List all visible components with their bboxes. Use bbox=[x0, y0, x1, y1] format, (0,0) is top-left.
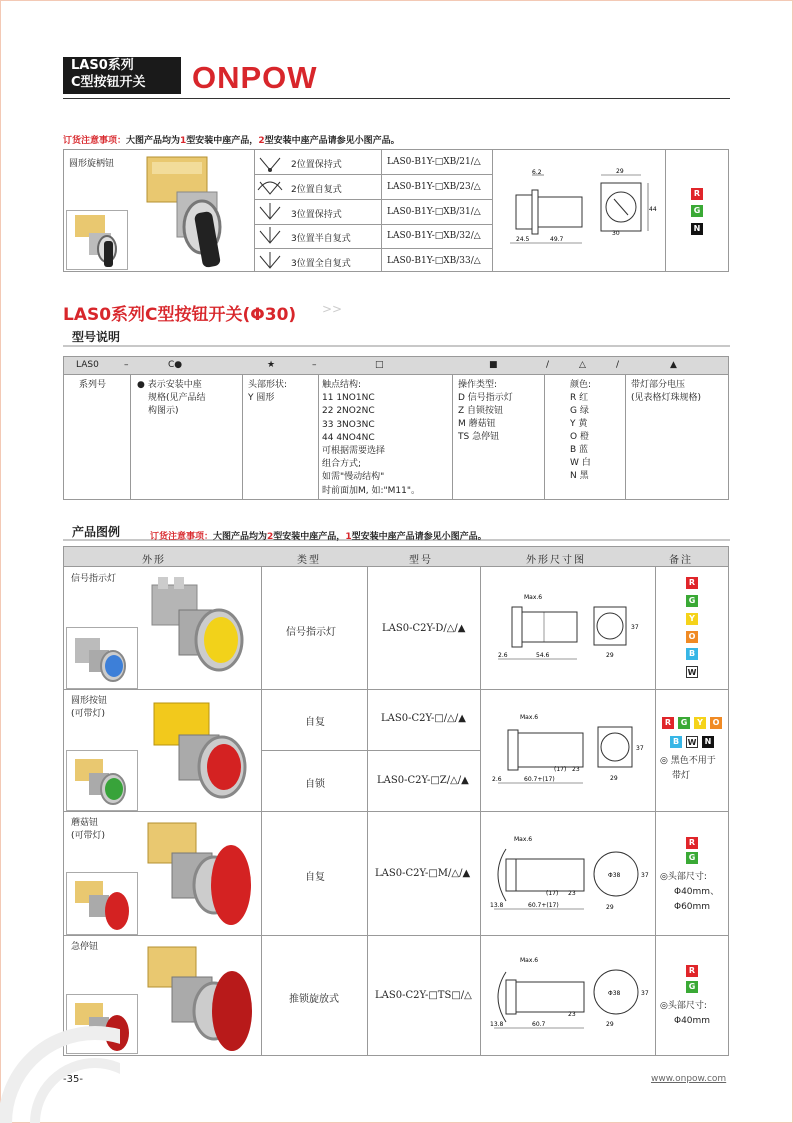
dim-label: 23 bbox=[572, 766, 580, 773]
dim-label: Max.6 bbox=[520, 714, 539, 721]
divider bbox=[492, 150, 493, 271]
order-note-num: 2 bbox=[267, 532, 274, 542]
code-part: LAS0 bbox=[76, 360, 99, 370]
cell-line: Z 自锁按钮 bbox=[458, 406, 504, 416]
cell-line: ● 表示安装中座 bbox=[137, 380, 202, 390]
divider bbox=[64, 689, 728, 690]
dim-label: 29 bbox=[610, 775, 618, 782]
divider bbox=[452, 375, 453, 499]
code-part: / bbox=[546, 360, 550, 370]
type-label: 自锁 bbox=[305, 779, 325, 790]
cell-line: 颜色: bbox=[570, 380, 592, 390]
row-label bbox=[71, 695, 107, 721]
series-title-box bbox=[63, 57, 181, 94]
voltage-cell bbox=[631, 379, 701, 405]
color-badge-g: G bbox=[686, 595, 698, 607]
round-button-thumbnail bbox=[66, 750, 138, 811]
row-label bbox=[71, 817, 105, 843]
dim-label: 54.6 bbox=[536, 652, 550, 659]
color-cell bbox=[570, 379, 591, 483]
dim-label: 24.5 bbox=[516, 236, 530, 243]
dim-label: Max.6 bbox=[514, 836, 533, 843]
model-code: LAS0-B1Y-□XB/31/△ bbox=[387, 207, 481, 217]
rotary-dimension-drawing bbox=[496, 165, 662, 255]
divider bbox=[544, 375, 545, 499]
dim-label: 30 bbox=[612, 230, 620, 237]
product-table-header bbox=[64, 547, 728, 567]
code-part: ★ bbox=[267, 360, 276, 370]
remark-line: ◎头部尺寸: bbox=[660, 1001, 707, 1011]
dim-label: 29 bbox=[616, 168, 624, 175]
dim-label: Max.6 bbox=[520, 957, 539, 964]
dim-label: 29 bbox=[606, 904, 614, 911]
divider bbox=[625, 375, 626, 499]
product-examples-heading: 产品图例 bbox=[72, 525, 121, 539]
dim-label: 37 bbox=[631, 624, 639, 631]
color-badge-n: N bbox=[702, 736, 714, 748]
cell-line: 操作类型: bbox=[458, 380, 498, 390]
brand-logo: ONPOW bbox=[192, 60, 318, 95]
remark-line: Φ40mm、 bbox=[674, 887, 720, 897]
model-code: LAS0-C2Y-□Z/△/▲ bbox=[377, 775, 469, 786]
position-label: 3位置全自复式 bbox=[291, 259, 351, 269]
series-line-2: C型按钮开关 bbox=[71, 75, 146, 90]
round-button-dimension-drawing bbox=[484, 705, 652, 805]
row-label: 信号指示灯 bbox=[71, 574, 117, 584]
switch-position-icon bbox=[256, 152, 284, 174]
cell-line: 22 2NO2NC bbox=[322, 406, 375, 417]
divider bbox=[261, 750, 480, 751]
cell-line: 触点结构: bbox=[322, 380, 362, 390]
cell-line: TS 急停钮 bbox=[458, 432, 500, 442]
dim-label: Φ38 bbox=[608, 872, 621, 879]
row-label-line: 蘑菇钮 bbox=[71, 818, 99, 828]
cell-line: (见表格灯珠规格) bbox=[631, 393, 702, 403]
code-part: ■ bbox=[489, 360, 498, 370]
section-title: LAS0系列C型按钮开关(Φ30) bbox=[63, 305, 297, 325]
divider bbox=[318, 375, 319, 499]
order-note-num: 2 bbox=[258, 136, 265, 146]
switch-position-icon bbox=[256, 225, 284, 247]
head-shape-cell bbox=[248, 379, 287, 405]
dim-label: 60.7 bbox=[532, 1021, 546, 1028]
remark-line: Φ60mm bbox=[674, 902, 711, 912]
order-note-num: 1 bbox=[180, 136, 187, 146]
divider bbox=[665, 150, 666, 271]
series-number-cell: 系列号 bbox=[79, 380, 107, 390]
model-code: LAS0-C2Y-D/△/▲ bbox=[382, 623, 466, 634]
cell-line: 规格(见产品结 bbox=[148, 393, 206, 403]
order-note-text: 型安装中座产品， bbox=[186, 136, 259, 146]
model-code: LAS0-B1Y-□XB/23/△ bbox=[387, 182, 481, 192]
dim-label: 60.7+(17) bbox=[528, 902, 559, 909]
dim-label: 37 bbox=[636, 745, 644, 752]
dim-label: (17) bbox=[546, 890, 559, 897]
type-label: 自复 bbox=[305, 717, 325, 728]
dim-label: 49.7 bbox=[550, 236, 564, 243]
header-appearance: 外形 bbox=[142, 555, 166, 566]
dim-label: 2.6 bbox=[492, 776, 502, 783]
model-code: LAS0-B1Y-□XB/33/△ bbox=[387, 256, 481, 266]
cell-line: G 绿 bbox=[570, 406, 589, 416]
rotary-switch-thumbnail bbox=[66, 210, 128, 270]
color-badge-g: G bbox=[678, 717, 690, 729]
color-badge-r: R bbox=[686, 965, 698, 977]
product-label: 圆形旋柄钮 bbox=[69, 159, 115, 169]
code-part: – bbox=[312, 360, 317, 370]
cell-line: R 红 bbox=[570, 393, 589, 403]
operation-type-cell bbox=[458, 379, 513, 444]
remark-line: ◎头部尺寸: bbox=[660, 872, 707, 882]
dim-label: 29 bbox=[606, 652, 614, 659]
mushroom-button-photo bbox=[136, 815, 256, 933]
header-remark: 备注 bbox=[669, 555, 693, 566]
dim-label: Max.6 bbox=[524, 594, 543, 601]
dim-label: (17) bbox=[554, 766, 567, 773]
dim-label: 60.7+(17) bbox=[524, 776, 555, 783]
order-note-top bbox=[63, 133, 400, 146]
color-badge-y: Y bbox=[694, 717, 706, 729]
row-label-line: (可带灯) bbox=[71, 709, 106, 719]
code-part: / bbox=[616, 360, 620, 370]
type-label: 自复 bbox=[305, 872, 325, 883]
website-link[interactable]: www.onpow.com bbox=[651, 1074, 727, 1084]
dim-label: 37 bbox=[641, 990, 649, 997]
dim-label: 23 bbox=[568, 890, 576, 897]
switch-position-icon bbox=[256, 250, 284, 272]
color-badge-o: O bbox=[686, 631, 698, 643]
order-note-text: 型安装中座产品请参见小图产品。 bbox=[351, 532, 487, 542]
product-table bbox=[63, 546, 729, 1056]
emergency-stop-dimension-drawing bbox=[484, 952, 652, 1052]
position-label: 2位置保持式 bbox=[291, 160, 342, 170]
color-badge-w: W bbox=[687, 738, 697, 747]
dim-label: 23 bbox=[568, 1011, 576, 1018]
round-button-photo bbox=[144, 695, 254, 807]
model-code-header bbox=[64, 357, 728, 375]
order-note-text: 型安装中座产品， bbox=[273, 532, 346, 542]
switch-position-icon bbox=[256, 201, 284, 223]
color-badge-w: W bbox=[687, 668, 697, 677]
order-note-label: 订货注意事项： bbox=[150, 532, 214, 542]
dim-label: 13.8 bbox=[490, 902, 504, 909]
contact-structure-cell bbox=[322, 379, 420, 498]
color-badge-r: R bbox=[662, 717, 674, 729]
heading-underline bbox=[63, 345, 730, 347]
cell-line: Y 黄 bbox=[570, 419, 588, 429]
cell-line: 头部形状: bbox=[248, 380, 288, 390]
indicator-light-thumbnail bbox=[66, 627, 138, 689]
code-part: □ bbox=[375, 360, 384, 370]
color-badge-r: R bbox=[691, 188, 703, 200]
remark-line: Φ40mm bbox=[674, 1016, 711, 1026]
type-label: 推锁旋放式 bbox=[289, 994, 339, 1005]
position-label: 2位置自复式 bbox=[291, 185, 342, 195]
color-badge-g: G bbox=[691, 205, 703, 217]
model-explain-heading: 型号说明 bbox=[72, 330, 121, 344]
emergency-stop-photo bbox=[136, 939, 256, 1055]
position-label: 3位置保持式 bbox=[291, 210, 342, 220]
order-note-mid bbox=[150, 529, 487, 542]
model-code: LAS0-B1Y-□XB/32/△ bbox=[387, 231, 481, 241]
model-code-table bbox=[63, 356, 729, 500]
divider bbox=[242, 375, 243, 499]
cell-line: 33 3NO3NC bbox=[322, 419, 375, 430]
divider bbox=[130, 375, 131, 499]
order-note-text: 型安装中座产品请参见小图产品。 bbox=[264, 136, 400, 146]
cell-line: Y 圆形 bbox=[248, 393, 275, 403]
color-badge-r: R bbox=[686, 837, 698, 849]
order-note-text: 大图产品均为 bbox=[126, 136, 181, 146]
cell-line: 时前面加M, 如:"M11"。 bbox=[322, 485, 421, 496]
code-part: ▲ bbox=[670, 360, 677, 370]
thumbnail-image bbox=[67, 211, 127, 269]
switch-position-icon bbox=[256, 176, 284, 198]
dim-label: Φ38 bbox=[608, 990, 621, 997]
color-badge-o: O bbox=[710, 717, 722, 729]
dim-label: 29 bbox=[606, 1021, 614, 1028]
thumbnail-image bbox=[67, 628, 137, 688]
thumbnail-image bbox=[67, 873, 137, 934]
model-code: LAS0-C2Y-□M/△/▲ bbox=[375, 868, 471, 879]
remark-line: ◎ 黑色不用于 bbox=[660, 756, 716, 766]
code-part: △ bbox=[579, 360, 586, 370]
model-code: LAS0-C2Y-□/△/▲ bbox=[381, 713, 466, 724]
divider bbox=[64, 935, 728, 936]
position-list bbox=[254, 150, 382, 273]
position-label: 3位置半自复式 bbox=[291, 234, 351, 244]
header-dimension: 外形尺寸图 bbox=[526, 555, 586, 566]
header-model: 型号 bbox=[409, 555, 433, 566]
cell-line: 构图示) bbox=[148, 406, 179, 416]
cell-line: 44 4NO4NC bbox=[322, 432, 375, 443]
row-label: 急停钮 bbox=[71, 942, 99, 952]
color-badge-y: Y bbox=[686, 613, 698, 625]
header-rule bbox=[63, 98, 730, 99]
dim-label: 13.8 bbox=[490, 1021, 504, 1028]
cell-line: 11 1NO1NC bbox=[322, 393, 375, 404]
decorative-arcs bbox=[0, 990, 120, 1123]
color-badge-g: G bbox=[686, 852, 698, 864]
rotary-switch-table bbox=[63, 149, 729, 272]
header-type: 类型 bbox=[297, 555, 321, 566]
code-part: C● bbox=[168, 360, 183, 370]
cell-line: W 白 bbox=[570, 458, 591, 468]
indicator-dimension-drawing bbox=[484, 577, 652, 685]
model-code: LAS0-B1Y-□XB/21/△ bbox=[387, 157, 481, 167]
order-note-label: 订货注意事项： bbox=[63, 136, 127, 146]
install-spec-cell bbox=[137, 379, 242, 418]
remark-text bbox=[660, 754, 716, 784]
indicator-light-photo bbox=[144, 575, 254, 680]
color-badge-r: R bbox=[686, 577, 698, 589]
cell-line: 带灯部分电压 bbox=[631, 380, 686, 390]
type-label: 信号指示灯 bbox=[286, 627, 336, 638]
remark-line: 带灯 bbox=[672, 771, 691, 781]
rotary-switch-photo bbox=[132, 152, 247, 270]
color-badge-n: N bbox=[691, 223, 703, 235]
remark-text bbox=[660, 999, 710, 1029]
cell-line: 如需"慢动结构" bbox=[322, 472, 385, 483]
row-label-line: 圆形按钮 bbox=[71, 696, 108, 706]
dim-label: 6.2 bbox=[532, 169, 542, 176]
color-badge-b: B bbox=[686, 648, 698, 660]
page-number: -35- bbox=[63, 1074, 83, 1085]
cell-line: D 信号指示灯 bbox=[458, 393, 513, 403]
code-part: – bbox=[124, 360, 129, 370]
section-arrow-icon: >> bbox=[322, 302, 343, 316]
color-badge-g: G bbox=[686, 981, 698, 993]
order-note-text: 大图产品均为 bbox=[213, 532, 268, 542]
dim-label: 37 bbox=[641, 872, 649, 879]
cell-line: B 蓝 bbox=[570, 445, 589, 455]
cell-line: N 黑 bbox=[570, 471, 589, 481]
dim-label: 2.6 bbox=[498, 652, 508, 659]
cell-line: O 橙 bbox=[570, 432, 589, 442]
thumbnail-image bbox=[67, 751, 137, 810]
mushroom-dimension-drawing bbox=[484, 829, 652, 933]
cell-line: 可根据需要选择 bbox=[322, 446, 386, 457]
divider bbox=[64, 811, 728, 812]
mushroom-button-thumbnail bbox=[66, 872, 138, 935]
cell-line: M 蘑菇钮 bbox=[458, 419, 496, 429]
series-line-1: LAS0系列 bbox=[71, 58, 134, 73]
model-code: LAS0-C2Y-□TS□/△ bbox=[375, 990, 472, 1001]
dim-label: 44 bbox=[649, 206, 657, 213]
cell-line: 组合方式; bbox=[322, 459, 362, 470]
color-badge-b: B bbox=[670, 736, 682, 748]
order-note-num: 1 bbox=[345, 532, 352, 542]
remark-text bbox=[660, 870, 719, 915]
row-label-line: (可带灯) bbox=[71, 831, 106, 841]
